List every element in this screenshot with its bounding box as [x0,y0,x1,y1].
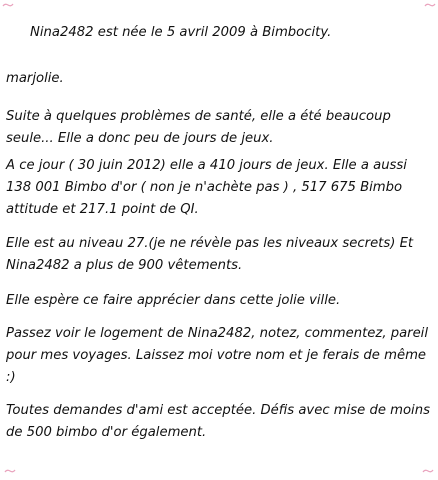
tilde-ornament-icon [424,2,436,8]
paragraph-hope: Elle espère ce faire apprécier dans cette jolie ville. [6,293,341,308]
tilde-ornament-icon [4,468,16,474]
headline: Nina2482 est née le 5 avril 2009 à Bimbocity. [30,25,332,40]
paragraph-health: Suite à quelques problèmes de santé, elle a été beaucoup seule... Elle a donc peu de jours de jeux. [6,109,391,146]
paragraph-visit: Passez voir le logement de Nina2482, notez, commentez, pareil pour mes voyages. Laissez moi votre nom et je ferais de même :) [6,326,429,385]
tilde-ornament-icon [422,468,434,474]
paragraph-level: Elle est au niveau 27.(je ne révèle pas les niveaux secrets) Et Nina2482 a plus de 900 vêtements. [6,236,414,273]
paragraph-stats: A ce jour ( 30 juin 2012) elle a 410 jours de jeux. Elle a aussi 138 001 Bimbo d'or ( non je n'achète pas ) , 517 675 Bimbo attitude et 217.1 point de QI. [6,158,407,217]
tilde-ornament-icon [2,2,14,8]
paragraph-friends: Toutes demandes d'ami est acceptée. Défis avec mise de moins de 500 bimbo d'or également. [6,403,430,440]
greeting: marjolie. [6,71,64,86]
